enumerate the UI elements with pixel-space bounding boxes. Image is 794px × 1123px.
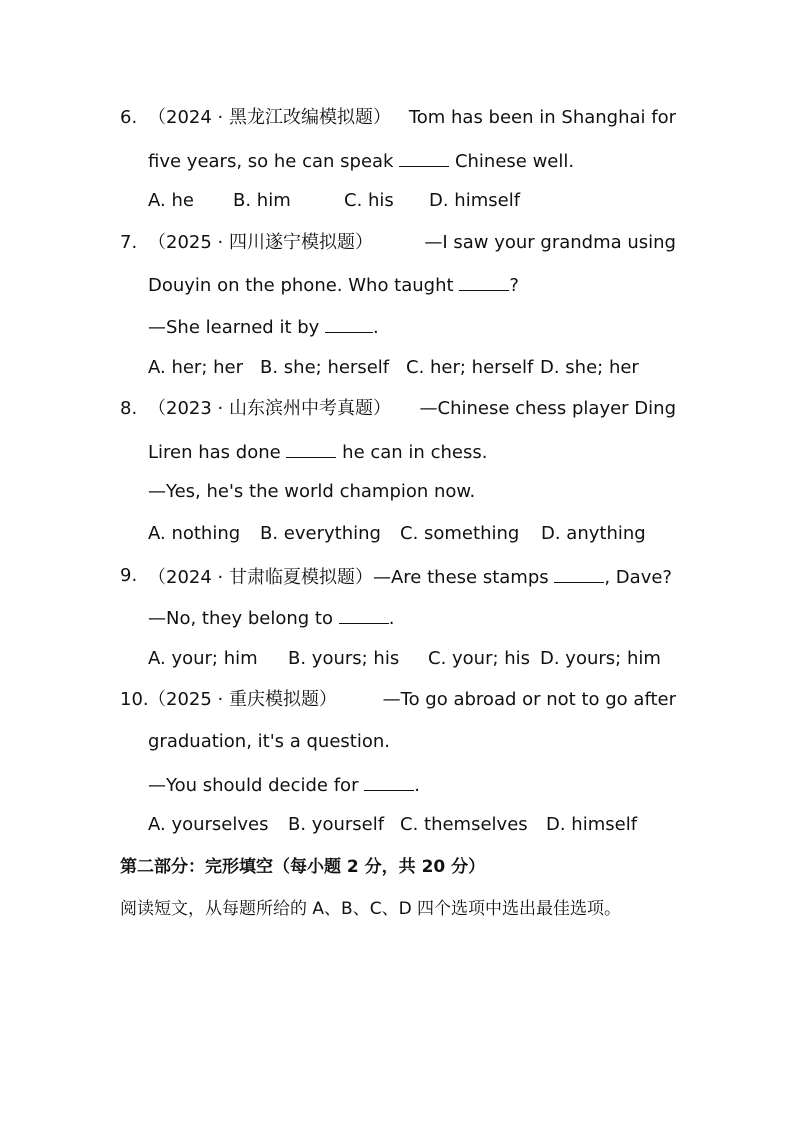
question-text: , Dave? (604, 567, 672, 588)
question-text: Chinese well. (454, 151, 575, 172)
answer-blank (339, 605, 389, 624)
question-number: 10. (120, 689, 149, 710)
question-stem-line: —Yes, he's the world champion now. (148, 481, 476, 502)
question-text: —I saw your grandma using (424, 232, 676, 253)
answer-blank (459, 272, 509, 291)
question-text: Liren has done (148, 442, 281, 463)
question-text: —Chinese chess player Ding (419, 398, 676, 419)
question-stem-line (148, 605, 394, 631)
question-source: （2024 · 甘肃临夏模拟题） (148, 567, 373, 588)
question-text: —No, they belong to (148, 608, 333, 629)
question-source: （2023 · 山东滨州中考真题） (148, 398, 391, 419)
question-text: . (373, 317, 379, 338)
option-c: C. your; his (428, 648, 531, 669)
question-text: Tom has been in Shanghai for (408, 107, 676, 128)
option-a: A. he (148, 190, 194, 211)
question-text: . (388, 608, 395, 629)
question-number: 6. (120, 107, 138, 128)
option-c: C. themselves (400, 814, 528, 835)
option-d: D. himself (546, 814, 638, 835)
question-source: （2025 · 四川遂宁模拟题） (148, 232, 373, 253)
question-text: he can in chess. (342, 442, 488, 463)
option-c: C. something (400, 523, 520, 544)
option-b: B. she; herself (260, 357, 390, 378)
question-stem-line (148, 688, 676, 712)
question-source: （2025 · 重庆模拟题） (148, 689, 337, 710)
question-stem-line (148, 148, 574, 174)
question-text: ? (509, 275, 519, 296)
question-stem-line (148, 564, 672, 590)
question-source: （2024 · 黑龙江改编模拟题） (148, 107, 391, 128)
question-text: —You should decide for (148, 775, 359, 796)
question-stem-line (148, 106, 676, 130)
option-c: C. her; herself (406, 357, 534, 378)
option-b: B. him (233, 190, 291, 211)
question-number: 8. (120, 398, 138, 419)
section-instruction: 阅读短文，从每题所给的 A、B、C、D 四个选项中选出最佳选项。 (120, 899, 622, 919)
option-b: B. everything (260, 523, 381, 544)
question-stem-line (148, 439, 487, 465)
option-a: A. her; her (148, 357, 243, 378)
option-a: A. your; him (148, 648, 258, 669)
answer-blank (399, 148, 449, 167)
answer-blank (286, 439, 336, 458)
question-text: . (414, 775, 420, 796)
question-text: —Are these stamps (372, 567, 549, 588)
question-text: five years, so he can speak (148, 151, 394, 172)
question-stem-line (148, 772, 420, 798)
question-stem-line: graduation, it's a question. (148, 731, 390, 752)
answer-blank (364, 772, 414, 791)
option-d: D. yours; him (540, 648, 661, 669)
question-text: —To go abroad or not to go after (382, 689, 676, 710)
option-c: C. his (344, 190, 394, 211)
option-a: A. yourselves (148, 814, 269, 835)
section-title: 第二部分：完形填空（每小题 2 分，共 20 分） (120, 857, 486, 877)
answer-blank (554, 564, 604, 583)
option-d: D. she; her (540, 357, 639, 378)
question-stem-line (148, 231, 676, 255)
option-b: B. yourself (288, 814, 385, 835)
option-d: D. anything (541, 523, 646, 544)
question-stem-line (148, 397, 676, 421)
option-b: B. yours; his (288, 648, 400, 669)
answer-blank (325, 314, 373, 333)
question-stem-line (148, 314, 379, 340)
question-text: —She learned it by (148, 317, 320, 338)
question-text: Douyin on the phone. Who taught (148, 275, 454, 296)
question-number: 9. (120, 565, 138, 586)
option-a: A. nothing (148, 523, 241, 544)
option-d: D. himself (429, 190, 521, 211)
question-stem-line (148, 272, 519, 298)
question-number: 7. (120, 232, 138, 253)
